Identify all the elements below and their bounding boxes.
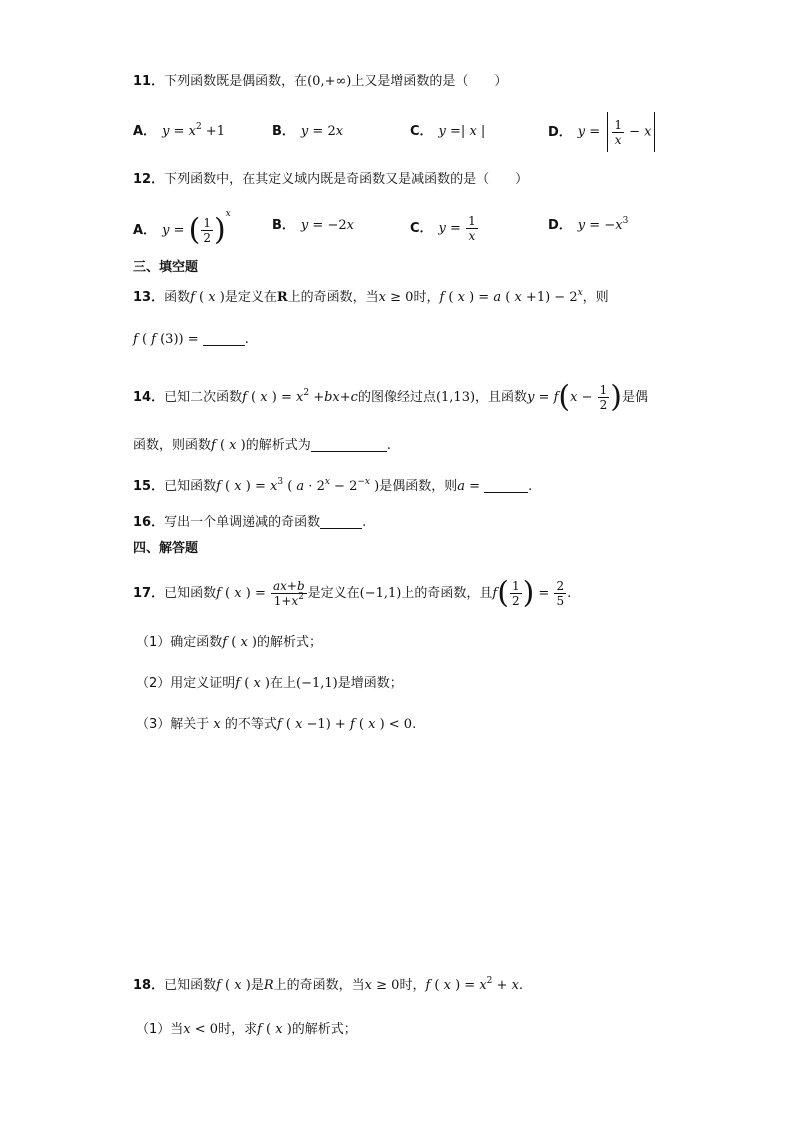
question-text: 下列函数中，在其定义域内既是奇函数又是减函数的是（ ）	[164, 172, 529, 187]
question-text: 写出一个单调递减的奇函数	[164, 515, 321, 530]
punctuation: .	[244, 332, 249, 347]
answer-blank[interactable]	[203, 331, 245, 346]
question-text: 已知函数	[164, 479, 217, 494]
option-a[interactable]: A． y = ( $\frac{1}{2}$ )$^x$	[133, 209, 231, 248]
real-set-symbol: R	[263, 978, 274, 993]
punctuation: .	[518, 978, 524, 993]
question-text: 已知函数	[164, 978, 217, 993]
punctuation: .	[362, 515, 367, 530]
option-expression: y	[438, 124, 446, 139]
question-18-stem: 18．已知函数f ( x )是R上的奇函数，当x ≥ 0时，f ( x ) = $x^2 + x$.	[133, 976, 524, 993]
question-text: 函数，则函数	[133, 438, 212, 453]
question-16-stem	[133, 513, 366, 533]
question-text: 时，	[399, 978, 426, 993]
option-expression: y	[162, 124, 170, 139]
question-18-part1: （1）当x < 0时，求f ( x )的解析式；	[136, 1022, 357, 1037]
option-b[interactable]: B． y = −2x	[272, 218, 354, 233]
question-number: 12．	[133, 172, 165, 187]
part-text: 的解析式；	[257, 635, 323, 650]
question-17-part3: （3）解关于 x 的不等式f ( x −1) + f ( x ) < 0.	[136, 717, 417, 732]
interval: (−1,1)	[296, 676, 338, 691]
option-b[interactable]: B． y = 2x	[272, 124, 344, 139]
punctuation: .	[528, 479, 533, 494]
section-heading: 三、填空题	[133, 260, 199, 275]
option-label: C．	[410, 124, 433, 139]
question-text: 上的奇函数，当	[273, 978, 365, 993]
interval: (−1,1)	[359, 586, 402, 601]
part-text: 是增函数；	[337, 676, 403, 691]
question-text: 是偶函数，则	[379, 479, 458, 494]
option-label: A．	[133, 124, 157, 139]
question-number: 14．	[133, 390, 165, 405]
part-text: 的解析式；	[291, 1022, 357, 1037]
part-text: 的不等式	[224, 717, 277, 732]
interval: (0,+∞)	[307, 74, 352, 89]
part-text: 时，求	[218, 1022, 258, 1037]
question-text: ，且函数	[475, 390, 528, 405]
option-expression: y	[577, 124, 586, 140]
question-14-line2: 函数，则函数f ( x )的解析式为 .	[133, 438, 391, 453]
option-label: B．	[272, 124, 295, 139]
option-expression: y	[162, 223, 170, 238]
part-text: （2）用定义证明	[136, 676, 236, 691]
option-d[interactable]: D． y = $\frac{1}{x}$ − x	[548, 112, 658, 152]
option-d[interactable]: D． $y = -x^3$	[548, 216, 629, 233]
option-expression: y	[300, 124, 309, 139]
question-number: 15．	[133, 479, 165, 494]
part-text: （1）确定函数	[136, 635, 223, 650]
question-11-stem	[133, 72, 507, 92]
question-17-part2: （2）用定义证明f ( x )在上(−1,1)是增函数；	[136, 676, 403, 691]
option-label: D．	[548, 218, 572, 233]
question-13-line2: f ( f (3)) = .	[133, 332, 249, 347]
question-text: 上的奇函数，且	[401, 586, 493, 601]
question-text: 函数	[164, 290, 191, 305]
question-number: 16．	[133, 515, 165, 530]
question-12-stem	[133, 170, 528, 190]
answer-blank[interactable]	[311, 437, 387, 452]
option-expression: y	[577, 218, 586, 233]
answer-blank[interactable]	[484, 478, 528, 493]
question-17-stem: 17．已知函数f ( x ) = $\frac{ax+b}{1+x^2}$ 是定义在(−1,1)上的奇函数，且f( $\frac{1}{2}$ ) = $\frac{2}{5}$ .	[133, 575, 572, 611]
question-number: 13．	[133, 290, 165, 305]
punctuation: .	[412, 717, 417, 732]
question-text: ，则	[582, 290, 609, 305]
option-a[interactable]: A． $y = x^2 +1$	[133, 122, 225, 139]
question-text: 的图像经过点	[357, 390, 436, 405]
question-number: 11．	[133, 74, 165, 89]
question-text: 是偶	[622, 390, 649, 405]
option-expression: y	[438, 221, 446, 236]
question-14-stem: 14．已知二次函数f ( x ) = $x^2 +bx+c$的图像经过点(1,13)，且函数y = f(x − $\frac{1}{2}$ )是偶	[133, 379, 649, 415]
option-label: D．	[548, 124, 572, 140]
answer-blank[interactable]	[320, 514, 362, 529]
question-13-stem: 13．函数f ( x )是定义在R上的奇函数，当x ≥ 0时，f ( x ) = a ( $x +1) - 2^x$，则	[133, 288, 609, 305]
option-c[interactable]: C． y = $\frac{1}{x}$	[410, 214, 476, 243]
section-heading: 四、解答题	[133, 541, 199, 556]
option-expression: y	[300, 218, 309, 233]
question-text: 下列函数既是偶函数，在	[164, 74, 308, 89]
question-text: 已知函数	[164, 586, 217, 601]
question-text: 时，	[413, 290, 440, 305]
question-number: 17．	[133, 586, 165, 601]
punctuation: .	[567, 586, 572, 601]
punctuation: .	[386, 438, 391, 453]
point: (1,13)	[435, 390, 476, 405]
question-text: 上又是增函数的是（ ）	[351, 74, 508, 89]
question-text: 已知二次函数	[164, 390, 243, 405]
real-set-symbol: R	[276, 290, 288, 305]
question-text: 是	[250, 978, 264, 993]
option-label: A．	[133, 223, 157, 238]
option-c[interactable]: C． y =| x |	[410, 124, 486, 139]
question-15-stem: 15．已知函数f ( x ) = $x^3$ ( $a \cdot 2^x - 2^{-x}$ )是偶函数，则a = .	[133, 477, 533, 494]
part-text: （3）解关于	[136, 717, 210, 732]
question-text: 上的奇函数，当	[287, 290, 379, 305]
question-text: 是定义在	[307, 586, 360, 601]
option-label: C．	[410, 221, 433, 236]
question-number: 18．	[133, 978, 165, 993]
question-17-part1: （1）确定函数f ( x )的解析式；	[136, 635, 323, 650]
part-text: 在上	[270, 676, 297, 691]
question-text: 的解析式为	[245, 438, 311, 453]
question-text: 是定义在	[224, 290, 277, 305]
option-label: B．	[272, 218, 295, 233]
part-text: （1）当	[136, 1022, 184, 1037]
